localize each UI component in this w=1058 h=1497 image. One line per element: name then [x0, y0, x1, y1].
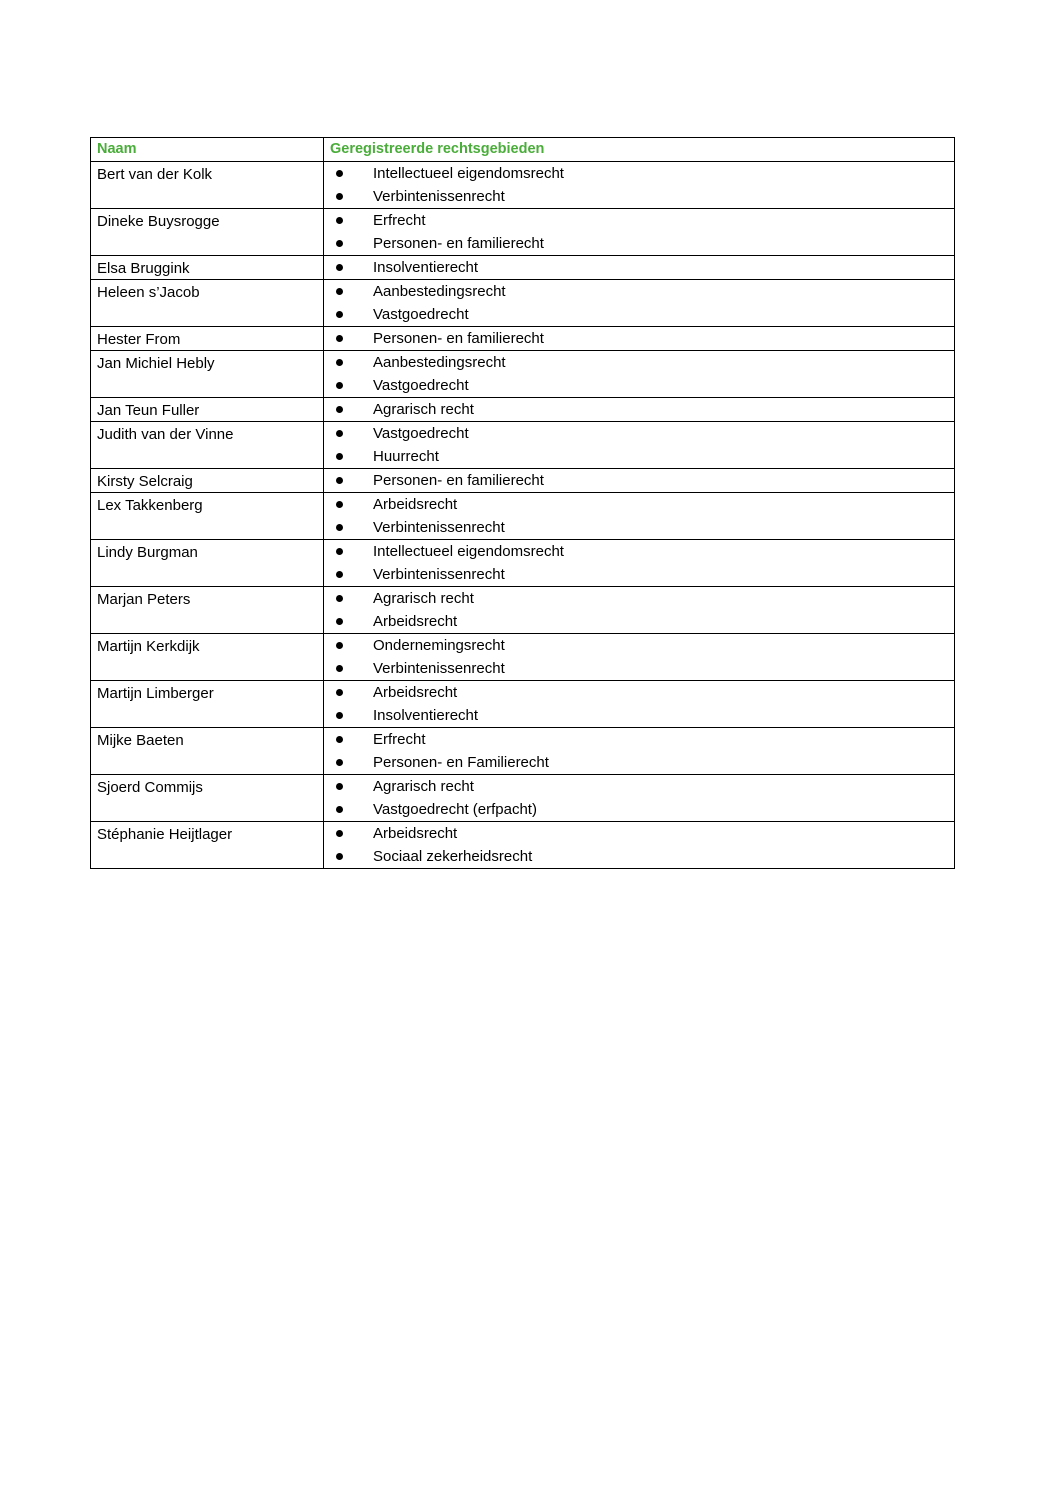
lawyer-name: Dineke Buysrogge [91, 209, 324, 256]
practice-area-label: Erfrecht [373, 212, 426, 229]
list-item [324, 822, 948, 845]
practice-area-label: Aanbestedingsrecht [373, 283, 506, 300]
practice-area-label: Verbintenissenrecht [373, 519, 505, 536]
practice-areas-list [324, 351, 948, 397]
table-header-row [91, 138, 955, 162]
list-item [324, 209, 948, 232]
bullet-icon [336, 477, 343, 484]
header-areas: Geregistreerde rechtsgebieden [324, 138, 955, 162]
practice-areas-list [324, 398, 948, 421]
bullet-icon [336, 595, 343, 602]
table-row [91, 775, 955, 822]
practice-area-label: Erfrecht [373, 731, 426, 748]
list-item [324, 469, 948, 492]
list-item [324, 303, 948, 326]
table-row [91, 822, 955, 869]
registry-table [90, 137, 955, 869]
practice-areas-cell [324, 681, 955, 728]
bullet-icon [336, 642, 343, 649]
practice-areas-list [324, 422, 948, 468]
practice-area-label: Vastgoedrecht (erfpacht) [373, 801, 537, 818]
practice-area-label: Vastgoedrecht [373, 306, 469, 323]
list-item [324, 634, 948, 657]
practice-areas-cell [324, 398, 955, 422]
practice-areas-cell [324, 469, 955, 493]
practice-areas-cell [324, 540, 955, 587]
table-row [91, 327, 955, 351]
list-item [324, 185, 948, 208]
list-item [324, 445, 948, 468]
practice-area-label: Huurrecht [373, 448, 439, 465]
list-item [324, 162, 948, 185]
practice-area-label: Vastgoedrecht [373, 377, 469, 394]
table-row [91, 351, 955, 398]
table-row [91, 634, 955, 681]
list-item [324, 563, 948, 586]
practice-area-label: Agrarisch recht [373, 590, 474, 607]
lawyer-name: Hester From [91, 327, 324, 351]
list-item [324, 657, 948, 680]
lawyer-name: Marjan Peters [91, 587, 324, 634]
list-item [324, 845, 948, 868]
practice-area-label: Arbeidsrecht [373, 613, 458, 630]
lawyer-name: Martijn Limberger [91, 681, 324, 728]
practice-area-label: Verbintenissenrecht [373, 566, 505, 583]
list-item [324, 540, 948, 563]
bullet-icon [336, 264, 343, 271]
practice-areas-list [324, 587, 948, 633]
bullet-icon [336, 217, 343, 224]
table-row [91, 728, 955, 775]
lawyer-name: Lex Takkenberg [91, 493, 324, 540]
practice-area-label: Intellectueel eigendomsrecht [373, 165, 564, 182]
bullet-icon [336, 524, 343, 531]
practice-areas-cell [324, 775, 955, 822]
table-row [91, 540, 955, 587]
practice-areas-list [324, 469, 948, 492]
bullet-icon [336, 665, 343, 672]
list-item [324, 751, 948, 774]
list-item [324, 610, 948, 633]
lawyer-name: Sjoerd Commijs [91, 775, 324, 822]
table-body [91, 162, 955, 869]
practice-area-label: Intellectueel eigendomsrecht [373, 543, 564, 560]
bullet-icon [336, 618, 343, 625]
practice-areas-list [324, 256, 948, 279]
practice-areas-list [324, 822, 948, 868]
table-row [91, 398, 955, 422]
table-row [91, 681, 955, 728]
bullet-icon [336, 288, 343, 295]
table-row [91, 209, 955, 256]
practice-area-label: Arbeidsrecht [373, 684, 458, 701]
practice-area-label: Sociaal zekerheidsrecht [373, 848, 533, 865]
practice-area-label: Vastgoedrecht [373, 425, 469, 442]
practice-areas-list [324, 728, 948, 774]
table-row [91, 280, 955, 327]
table-row [91, 587, 955, 634]
list-item [324, 256, 948, 279]
practice-area-label: Verbintenissenrecht [373, 660, 505, 677]
list-item [324, 398, 948, 421]
bullet-icon [336, 240, 343, 247]
bullet-icon [336, 736, 343, 743]
practice-area-label: Verbintenissenrecht [373, 188, 505, 205]
table-row [91, 162, 955, 209]
list-item [324, 681, 948, 704]
list-item [324, 704, 948, 727]
practice-areas-cell [324, 209, 955, 256]
bullet-icon [336, 759, 343, 766]
bullet-icon [336, 453, 343, 460]
practice-areas-list [324, 775, 948, 821]
lawyer-name: Stéphanie Heijtlager [91, 822, 324, 869]
list-item [324, 728, 948, 751]
practice-area-label: Agrarisch recht [373, 401, 474, 418]
list-item [324, 374, 948, 397]
lawyer-name: Jan Teun Fuller [91, 398, 324, 422]
practice-area-label: Agrarisch recht [373, 778, 474, 795]
table-row [91, 493, 955, 540]
lawyer-name: Mijke Baeten [91, 728, 324, 775]
practice-area-label: Insolventierecht [373, 259, 479, 276]
table-row [91, 256, 955, 280]
practice-areas-cell [324, 256, 955, 280]
lawyer-name: Jan Michiel Hebly [91, 351, 324, 398]
list-item [324, 232, 948, 255]
lawyer-name: Kirsty Selcraig [91, 469, 324, 493]
lawyer-name: Lindy Burgman [91, 540, 324, 587]
practice-areas-list [324, 280, 948, 326]
bullet-icon [336, 193, 343, 200]
bullet-icon [336, 830, 343, 837]
list-item [324, 422, 948, 445]
bullet-icon [336, 335, 343, 342]
bullet-icon [336, 382, 343, 389]
bullet-icon [336, 783, 343, 790]
bullet-icon [336, 170, 343, 177]
header-name: Naam [91, 138, 324, 162]
lawyer-name: Elsa Bruggink [91, 256, 324, 280]
practice-areas-cell [324, 493, 955, 540]
list-item [324, 587, 948, 610]
practice-area-label: Insolventierecht [373, 707, 479, 724]
bullet-icon [336, 548, 343, 555]
practice-areas-list [324, 493, 948, 539]
practice-areas-cell [324, 634, 955, 681]
practice-areas-cell [324, 162, 955, 209]
bullet-icon [336, 712, 343, 719]
practice-area-label: Aanbestedingsrecht [373, 354, 506, 371]
bullet-icon [336, 501, 343, 508]
practice-area-label: Ondernemingsrecht [373, 637, 505, 654]
bullet-icon [336, 571, 343, 578]
bullet-icon [336, 359, 343, 366]
practice-areas-cell [324, 422, 955, 469]
practice-areas-list [324, 162, 948, 208]
list-item [324, 493, 948, 516]
practice-area-label: Arbeidsrecht [373, 496, 458, 513]
practice-areas-cell [324, 351, 955, 398]
list-item [324, 516, 948, 539]
practice-areas-cell [324, 280, 955, 327]
lawyer-name: Martijn Kerkdijk [91, 634, 324, 681]
table-row [91, 422, 955, 469]
lawyer-name: Heleen s’Jacob [91, 280, 324, 327]
bullet-icon [336, 806, 343, 813]
bullet-icon [336, 311, 343, 318]
practice-areas-list [324, 681, 948, 727]
practice-area-label: Personen- en familierecht [373, 330, 544, 347]
list-item [324, 280, 948, 303]
practice-areas-cell [324, 327, 955, 351]
practice-areas-list [324, 209, 948, 255]
list-item [324, 798, 948, 821]
list-item [324, 351, 948, 374]
table-row [91, 469, 955, 493]
practice-areas-list [324, 540, 948, 586]
practice-areas-list [324, 327, 948, 350]
bullet-icon [336, 853, 343, 860]
bullet-icon [336, 689, 343, 696]
practice-area-label: Personen- en familierecht [373, 472, 544, 489]
practice-area-label: Personen- en Familierecht [373, 754, 549, 771]
practice-area-label: Personen- en familierecht [373, 235, 544, 252]
list-item [324, 327, 948, 350]
practice-areas-cell [324, 728, 955, 775]
bullet-icon [336, 430, 343, 437]
list-item [324, 775, 948, 798]
practice-areas-cell [324, 587, 955, 634]
practice-areas-list [324, 634, 948, 680]
practice-areas-cell [324, 822, 955, 869]
bullet-icon [336, 406, 343, 413]
practice-area-label: Arbeidsrecht [373, 825, 458, 842]
lawyer-name: Bert van der Kolk [91, 162, 324, 209]
lawyer-name: Judith van der Vinne [91, 422, 324, 469]
